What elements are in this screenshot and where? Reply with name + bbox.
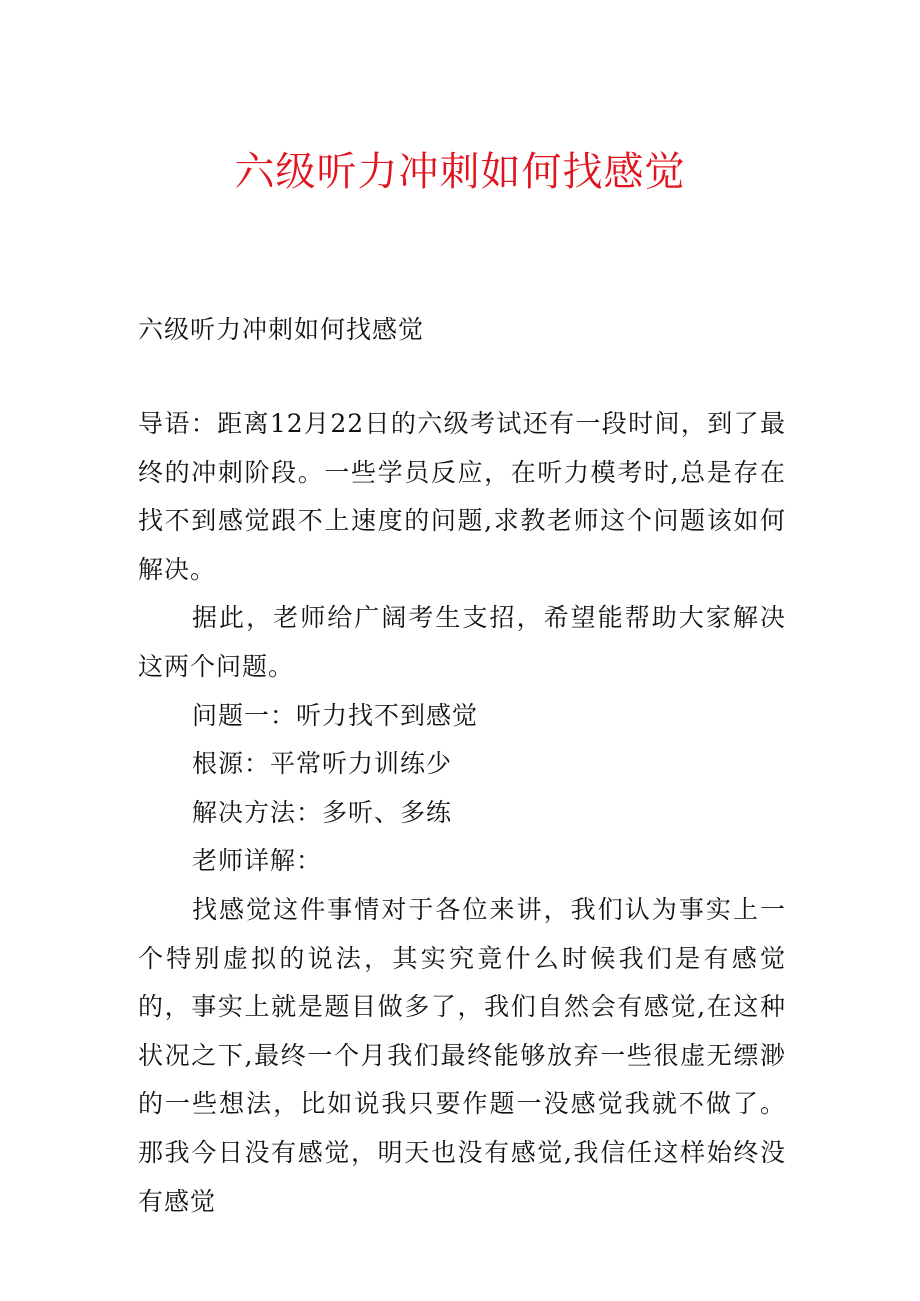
document-subtitle: 六级听力冲刺如何找感觉 [138,315,425,344]
paragraph-intro: 导语：距离12月22日的六级考试还有一段时间，到了最终的冲刺阶段。一些学员反应，在听力模考时,总是存在找不到感觉跟不上速度的问题,求教老师这个问题该如何解决。 [138,409,786,584]
paragraph: 根源：平常听力训练少 [192,749,453,779]
page-title: 六级听力冲刺如何找感觉 [234,149,686,195]
document-body [138,400,786,1226]
paragraph: 据此，老师给广阔考生支招，希望能帮助大家解决这两个问题。 [138,603,786,681]
paragraph: 解决方法：多听、多练 [192,797,453,827]
paragraph: 找感觉这件事情对于各位来讲，我们认为事实上一个特别虚拟的说法，其实究竟什么时候我们是有感觉的，事实上就是题目做多了，我们自然会有感觉,在这种状况之下,最终一个月我们最终能够放弃一些很虚无缥渺的一些想法，比如说我只要作题一没感觉我就不做了。那我今日没有感觉，明天也没有感觉,我信任这样始终没有感觉 [138,894,786,1216]
paragraph: 问题一：听力找不到感觉 [192,700,479,730]
paragraph: 老师详解： [192,846,323,876]
